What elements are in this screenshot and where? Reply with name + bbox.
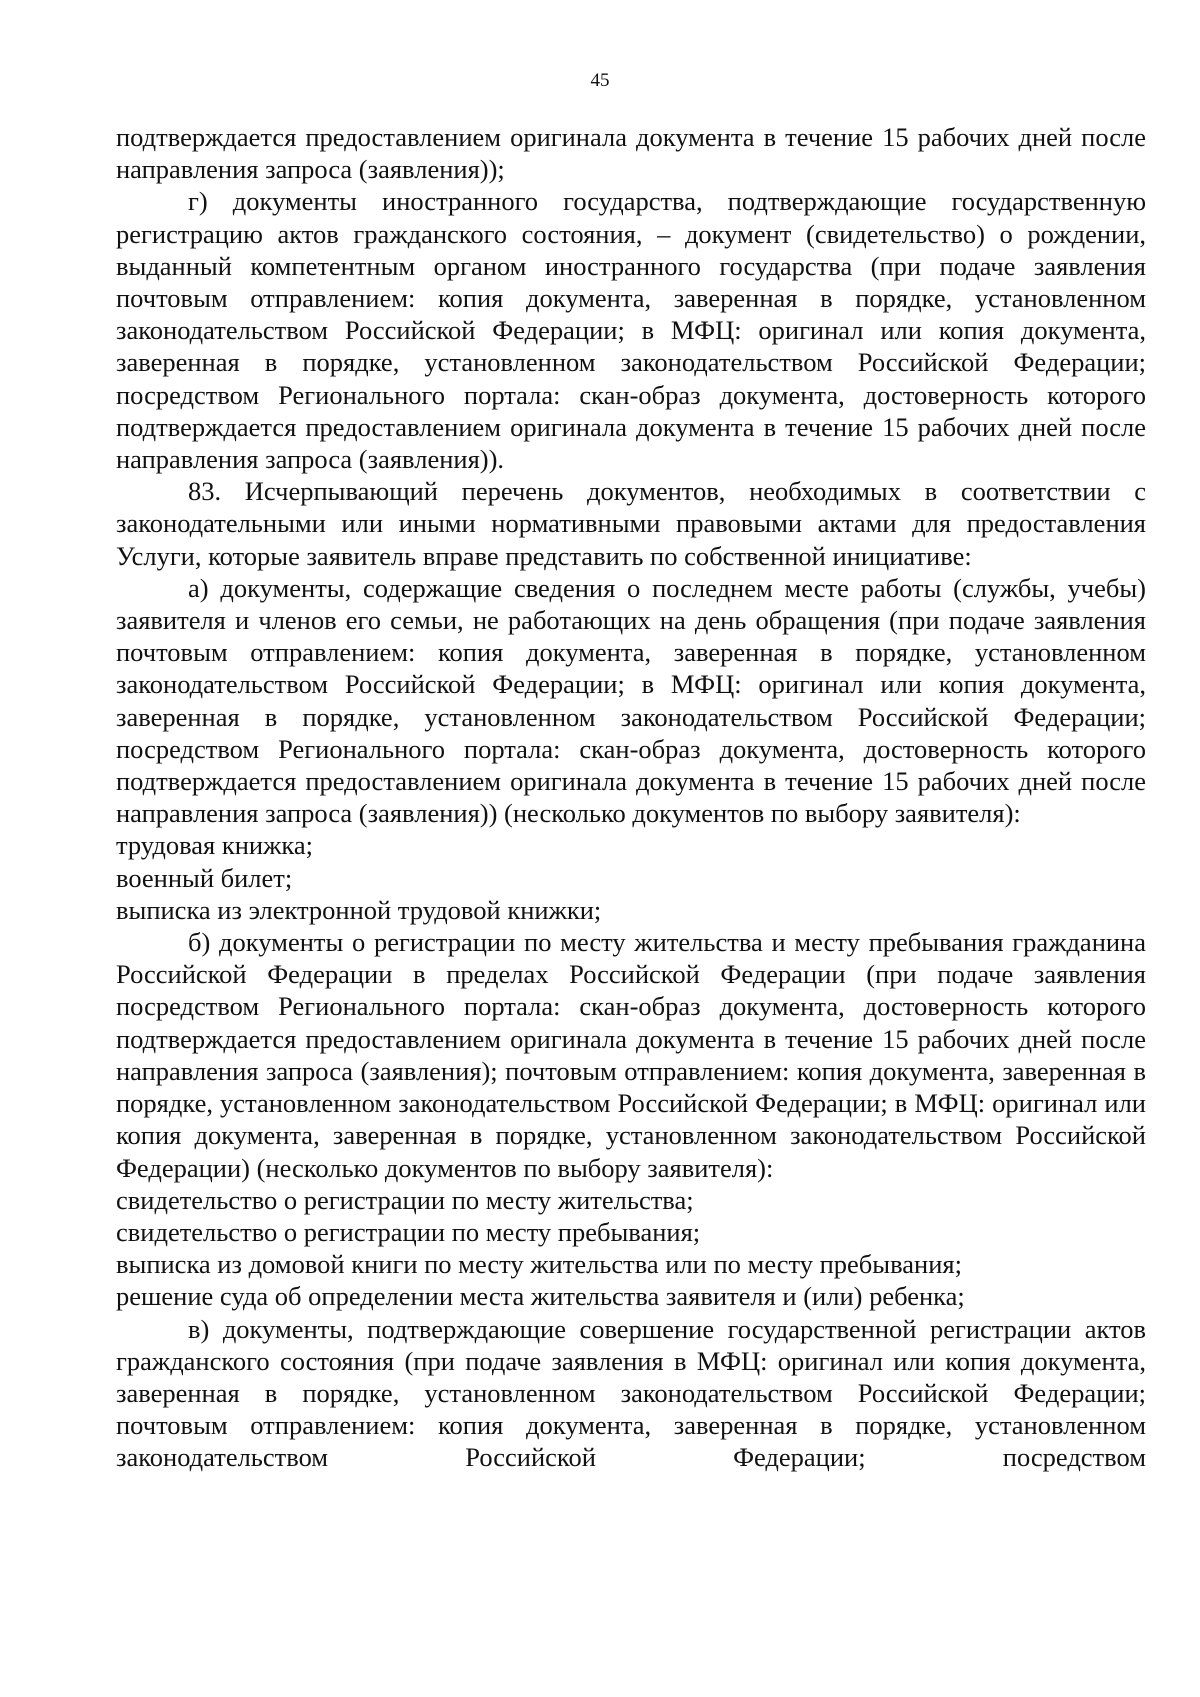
list-item: трудовая книжка; [116,830,314,861]
list-item: свидетельство о регистрации по месту пребывания; [116,1216,701,1247]
list-item: выписка из домовой книги по месту жительства или по месту пребывания; [116,1249,962,1280]
paragraph-continuation: подтверждается предоставлением оригинала документа в течение 15 рабочих дней после направления запроса (заявления)); [116,122,1146,185]
paragraph-item-a: а) документы, содержащие сведения о последнем месте работы (службы, учебы) заявителя и членов его семьи, не работающих на день обращения (при подаче заявления почтовым отправлением: копия документа, заверенная в порядке, установленном законодательством Российской Федерации; в МФЦ: оригинал или копия документа, заверенная в порядке, установленном законодательством Российской Федерации; посредством Регионального портала: скан-образ документа, достоверность которого подтверждается предоставлением оригинала документа в течение 15 рабочих дней после направления запроса (заявления)) (несколько документов по выбору заявителя): [116,572,1146,829]
list-item: свидетельство о регистрации по месту жительства; [116,1184,694,1215]
paragraph-item-g: г) документы иностранного государства, подтверждающие государственную регистрацию актов гражданского состояния, – документ (свидетельство) о рождении, выданный компетентным органом иностранного государства (при подаче заявления почтовым отправлением: копия документа, заверенная в порядке, установленном законодательством Российской Федерации; в МФЦ: оригинал или копия документа, заверенная в порядке, установленном законодательством Российской Федерации; посредством Регионального портала: скан-образ документа, достоверность которого подтверждается предоставлением оригинала документа в течение 15 рабочих дней после направления запроса (заявления)). [116,186,1146,475]
page-number: 45 [590,70,610,91]
list-item: военный билет; [116,862,293,893]
paragraph-83: 83. Исчерпывающий перечень документов, необходимых в соответствии с законодательными или иными нормативными правовыми актами для предоставления Услуги, которые заявитель вправе представить по собственной инициативе: [116,476,1146,571]
list-item: решение суда об определении места жительства заявителя и (или) ребенка; [116,1281,965,1312]
list-item: выписка из электронной трудовой книжки; [116,894,602,925]
paragraph-item-v: в) документы, подтверждающие совершение государственной регистрации актов гражданского состояния (при подаче заявления в МФЦ: оригинал или копия документа, заверенная в порядке, установленном законодательством Российской Федерации; почтовым отправлением: копия документа, заверенная в порядке, установленном законодательством Российской Федерации; посредством [116,1313,1146,1473]
paragraph-item-b: б) документы о регистрации по месту жительства и месту пребывания гражданина Российской Федерации в пределах Российской Федерации (при подаче заявления посредством Регионального портала: скан-образ документа, достоверность которого подтверждается предоставлением оригинала документа в течение 15 рабочих дней после направления запроса (заявления); почтовым отправлением: копия документа, заверенная в порядке, установленном законодательством Российской Федерации; в МФЦ: оригинал или копия документа, заверенная в порядке, установленном законодательством Российской Федерации) (несколько документов по выбору заявителя): [116,927,1146,1183]
document-body [116,121,1146,1474]
